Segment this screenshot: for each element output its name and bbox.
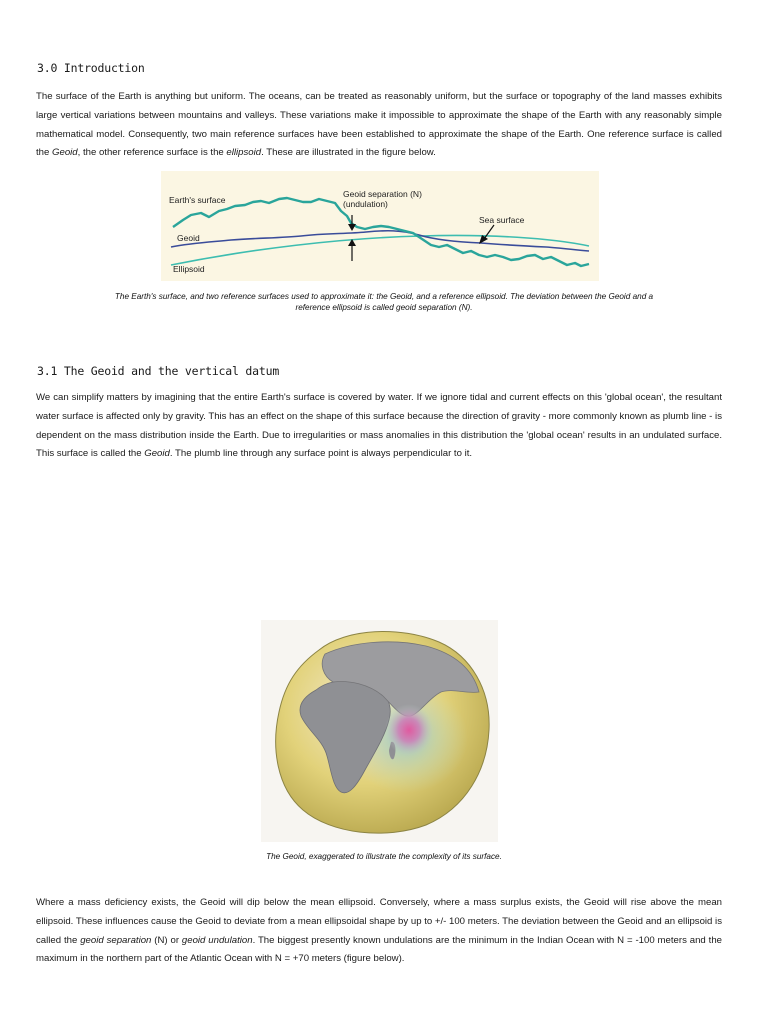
indian-ocean-low xyxy=(385,704,433,756)
figure2-caption: The Geoid, exaggerated to illustrate the complexity of its surface. xyxy=(266,852,502,861)
undulation-label: (undulation) xyxy=(343,199,388,209)
geoid-globe-figure xyxy=(261,620,498,842)
text-run: . The biggest presently known undulations are the minimum in the Indian Ocean with N = -100 meters and the maximum in the northern part of the Atlantic Ocean with N = +70 meters (figure below). xyxy=(36,934,722,965)
term-ellipsoid: ellipsoid xyxy=(226,147,262,159)
section-heading-introduction: 3.0 Introduction xyxy=(37,61,145,75)
geoid-globe-image xyxy=(261,620,498,842)
figure1-caption: The Earth's surface, and two reference surfaces used to approximate it: the Geoid, and a reference ellipsoid. The deviation between the Geoid and a reference ellipsoid is called geoid separation (N). xyxy=(114,292,654,312)
sea-surface-label: Sea surface xyxy=(479,215,525,225)
section-heading-geoid-vertical-datum: 3.1 The Geoid and the vertical datum xyxy=(37,364,280,378)
sea-surface-pointer xyxy=(484,225,494,239)
geoid-separation-paragraph xyxy=(36,894,722,969)
geoid-separation-label: Geoid separation (N) xyxy=(343,189,422,199)
ellipsoid-label: Ellipsoid xyxy=(173,264,205,274)
text-run: . The plumb line through any surface point is always perpendicular to it. xyxy=(169,448,473,460)
term-geoid: Geoid xyxy=(52,147,78,159)
reference-surfaces-diagram xyxy=(161,171,599,281)
separation-upper-arrowhead xyxy=(348,224,356,231)
term-geoid-undulation: geoid undulation xyxy=(181,934,253,946)
geoid-label: Geoid xyxy=(177,233,200,243)
text-run: , the other reference surface is the xyxy=(77,147,227,159)
introduction-paragraph xyxy=(36,88,722,163)
earth-surface-label: Earth's surface xyxy=(169,195,226,205)
text-run: . These are illustrated in the figure below. xyxy=(261,147,436,159)
text-run: Where a mass deficiency exists, the Geoid will dip below the mean ellipsoid. Conversely, where a mass surplus exists, the Geoid will rise above the mean ellipsoid. These influences cause the Geoid to deviate from a mean ellipsoidal shape by up to +/- 100 meters. The deviation between the Geoid and an ellipsoid is called the xyxy=(36,897,722,946)
text-run: We can simplify matters by imagining that the entire Earth's surface is covered by water. If we ignore tidal and current effects on this 'global ocean', the resultant water surface is affected only by gravity. This has an effect on the shape of this surface because the direction of gravity - more commonly known as plumb line - is dependent on the mass distribution inside the Earth. Due to irregularities or mass anomalies in this distribution the 'global ocean' results in an undulated surface. This surface is called the xyxy=(36,392,722,460)
geoid-curve xyxy=(171,231,589,251)
text-run: The surface of the Earth is anything but uniform. The oceans, can be treated as reasonably uniform, but the surface or topography of the land masses exhibits large vertical variations between mountains and valleys. These variations make it impossible to approximate the shape of the Earth with any reasonably simple mathematical model. Consequently, two main reference surfaces have been established to approximate the shape of the Earth. One reference surface is called the xyxy=(36,91,722,159)
term-geoid-separation: geoid separation xyxy=(80,934,152,946)
text-run: (N) or xyxy=(151,934,182,946)
term-geoid: Geoid xyxy=(144,448,170,460)
geoid-paragraph xyxy=(36,389,722,464)
reference-surfaces-figure xyxy=(161,171,599,281)
